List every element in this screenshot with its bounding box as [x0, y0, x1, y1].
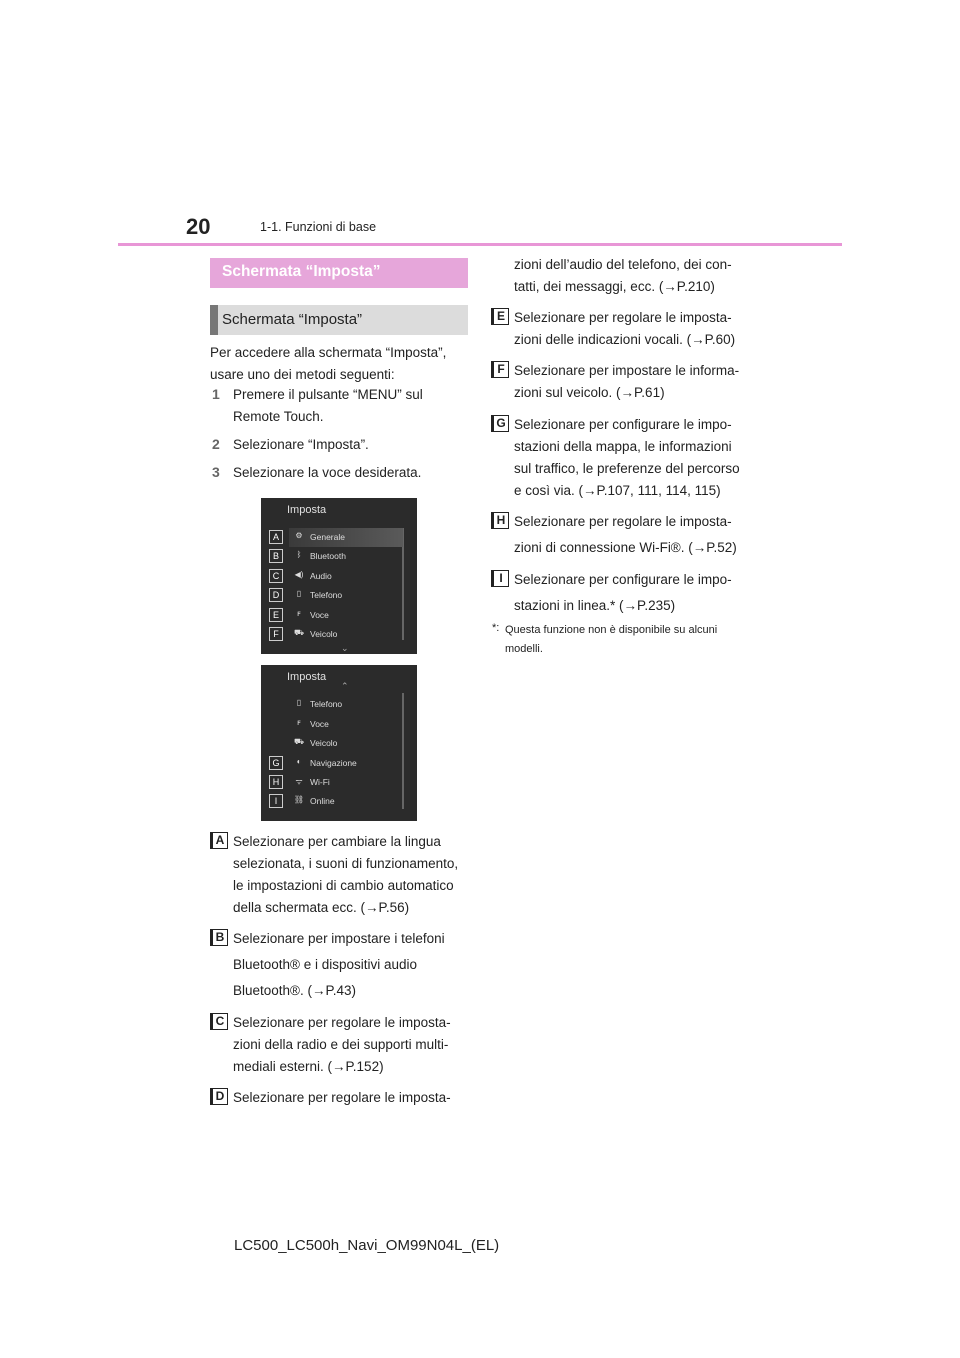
section-heading-text: Schermata “Imposta”	[222, 263, 381, 280]
description-line: e così via. (→P.107, 111, 114, 115)	[514, 483, 721, 498]
menu-item-label: Online	[310, 796, 335, 806]
callout-label: H	[491, 512, 509, 529]
footnote-mark: *:	[492, 622, 500, 634]
callout-badge: I	[269, 794, 283, 808]
callout-label: F	[491, 361, 509, 378]
navigation-icon: ◐	[296, 757, 302, 766]
menu-item-audio[interactable]	[289, 567, 403, 586]
page-number: 20	[186, 214, 211, 239]
menu-item-label: Navigazione	[310, 758, 357, 768]
description-line: mediali esterni. (→P.152)	[233, 1059, 384, 1074]
chevron-down-icon[interactable]: ⌄	[341, 643, 349, 653]
menu-item-online[interactable]	[289, 792, 403, 811]
step-number: 1	[212, 386, 220, 402]
intro-text: Per accedere alla schermata “Imposta”, usare uno dei metodi seguenti:	[210, 345, 447, 382]
callout-label: I	[491, 570, 509, 587]
menu-item-label: Veicolo	[310, 738, 338, 748]
description-line: Selezionare per cambiare la lingua	[233, 834, 441, 849]
step-text: Remote Touch.	[233, 409, 324, 424]
menu-item-telefono[interactable]	[289, 695, 403, 714]
menu-item-label: Voce	[310, 719, 329, 729]
description-line: zioni dell’audio del telefono, dei con-	[514, 257, 732, 272]
description-line: Bluetooth® e i dispositivi audio	[233, 957, 418, 972]
description-line: Selezionare per regolare le imposta-	[514, 310, 732, 325]
description-line: zioni della radio e dei supporti multi-	[233, 1037, 449, 1052]
menu-item-voce[interactable]	[289, 715, 403, 734]
car-icon: ⛟	[293, 628, 305, 637]
menu-item-veicolo[interactable]	[289, 734, 403, 753]
description-line: Selezionare per impostare i telefoni	[233, 931, 445, 946]
description-line: Selezionare per regolare le imposta-	[514, 514, 732, 529]
wifi-icon: ᯤ	[295, 777, 303, 786]
description-line: Selezionare per regolare le imposta-	[233, 1015, 451, 1030]
step-text: Selezionare la voce desiderata.	[233, 465, 422, 480]
callout-badge: H	[269, 775, 283, 789]
description-line: della schermata ecc. (→P.56)	[233, 900, 410, 915]
description-line: Selezionare per configurare le impo-	[514, 572, 732, 587]
description-line: selezionata, i suoni di funzionamento,	[233, 856, 459, 871]
callout-label: C	[210, 1013, 228, 1030]
menu-item-generale[interactable]	[289, 528, 403, 547]
menu-item-veicolo[interactable]	[289, 625, 403, 644]
callout-label: B	[210, 929, 228, 946]
description-line: stazioni della mappa, le informazioni	[514, 439, 732, 454]
callout-label: E	[491, 308, 509, 325]
callout-badge: F	[269, 627, 283, 641]
gear-icon: ⚙	[295, 531, 303, 540]
screen-title: Imposta	[287, 504, 327, 516]
menu-item-wifi[interactable]	[289, 773, 403, 792]
footnote-text: modelli.	[505, 643, 543, 655]
callout-label: A	[210, 832, 228, 849]
header-rule	[118, 243, 842, 246]
menu-item-label: Bluetooth	[310, 551, 346, 561]
subsection-heading-text: Schermata “Imposta”	[222, 311, 363, 328]
callout-badge: A	[269, 530, 283, 544]
imposta-screen-1	[261, 498, 417, 654]
menu-item-label: Telefono	[310, 590, 343, 600]
menu-item-bluetooth[interactable]	[289, 547, 403, 566]
menu-item-label: Audio	[310, 571, 332, 581]
voice-icon: ꜰ	[297, 609, 301, 618]
callout-label: G	[491, 415, 509, 432]
description-line: Selezionare per configurare le impo-	[514, 417, 732, 432]
menu-item-label: Wi-Fi	[310, 777, 330, 787]
description-line: zioni di connessione Wi-Fi®. (→P.52)	[514, 540, 737, 555]
description-line: Selezionare per impostare le informa-	[514, 363, 740, 378]
car-icon: ⛟	[293, 737, 305, 746]
step-text: Selezionare “Imposta”.	[233, 437, 369, 452]
description-line: le impostazioni di cambio automatico	[233, 878, 454, 893]
section-title: 1-1. Funzioni di base	[260, 220, 377, 234]
description-line: sul traffico, le preferenze del percorso	[514, 461, 740, 476]
callout-badge: D	[269, 588, 283, 602]
bluetooth-icon: ᛒ	[296, 550, 302, 559]
imposta-screen-2	[261, 665, 417, 821]
speaker-icon: ◀)	[294, 570, 304, 579]
callout-badge: C	[269, 569, 283, 583]
step-text: Premere il pulsante “MENU” sul	[233, 387, 423, 402]
step-number: 3	[212, 464, 220, 480]
callout-badge: B	[269, 549, 283, 563]
phone-icon: ▯	[296, 589, 302, 598]
callout-badge: G	[269, 756, 283, 770]
menu-item-label: Voce	[310, 610, 329, 620]
menu-item-telefono[interactable]	[289, 586, 403, 605]
description-line: stazioni in linea.* (→P.235)	[514, 598, 676, 613]
description-line: zioni delle indicazioni vocali. (→P.60)	[514, 332, 736, 347]
document-code: LC500_LC500h_Navi_OM99N04L_(EL)	[234, 1237, 500, 1254]
callout-label: D	[210, 1088, 228, 1105]
menu-item-label: Veicolo	[310, 629, 338, 639]
description-line: zioni sul veicolo. (→P.61)	[514, 385, 665, 400]
menu-item-label: Telefono	[310, 699, 343, 709]
menu-item-navigazione[interactable]	[289, 754, 403, 773]
online-icon: ⛓	[293, 795, 305, 804]
description-line: Selezionare per regolare le imposta-	[233, 1090, 451, 1105]
step-number: 2	[212, 436, 220, 452]
chevron-up-icon[interactable]: ⌃	[341, 681, 349, 691]
phone-icon: ▯	[296, 698, 302, 707]
menu-item-label: Generale	[310, 532, 345, 542]
subsection-heading	[210, 305, 468, 335]
description-line: Bluetooth®. (→P.43)	[233, 983, 357, 998]
description-line: tatti, dei messaggi, ecc. (→P.210)	[514, 279, 715, 294]
menu-item-voce[interactable]	[289, 606, 403, 625]
voice-icon: ꜰ	[297, 718, 301, 727]
screen-title: Imposta	[287, 671, 327, 683]
callout-badge: E	[269, 608, 283, 622]
footnote-text: Questa funzione non è disponibile su alcuni	[505, 624, 718, 636]
section-heading	[210, 258, 468, 288]
